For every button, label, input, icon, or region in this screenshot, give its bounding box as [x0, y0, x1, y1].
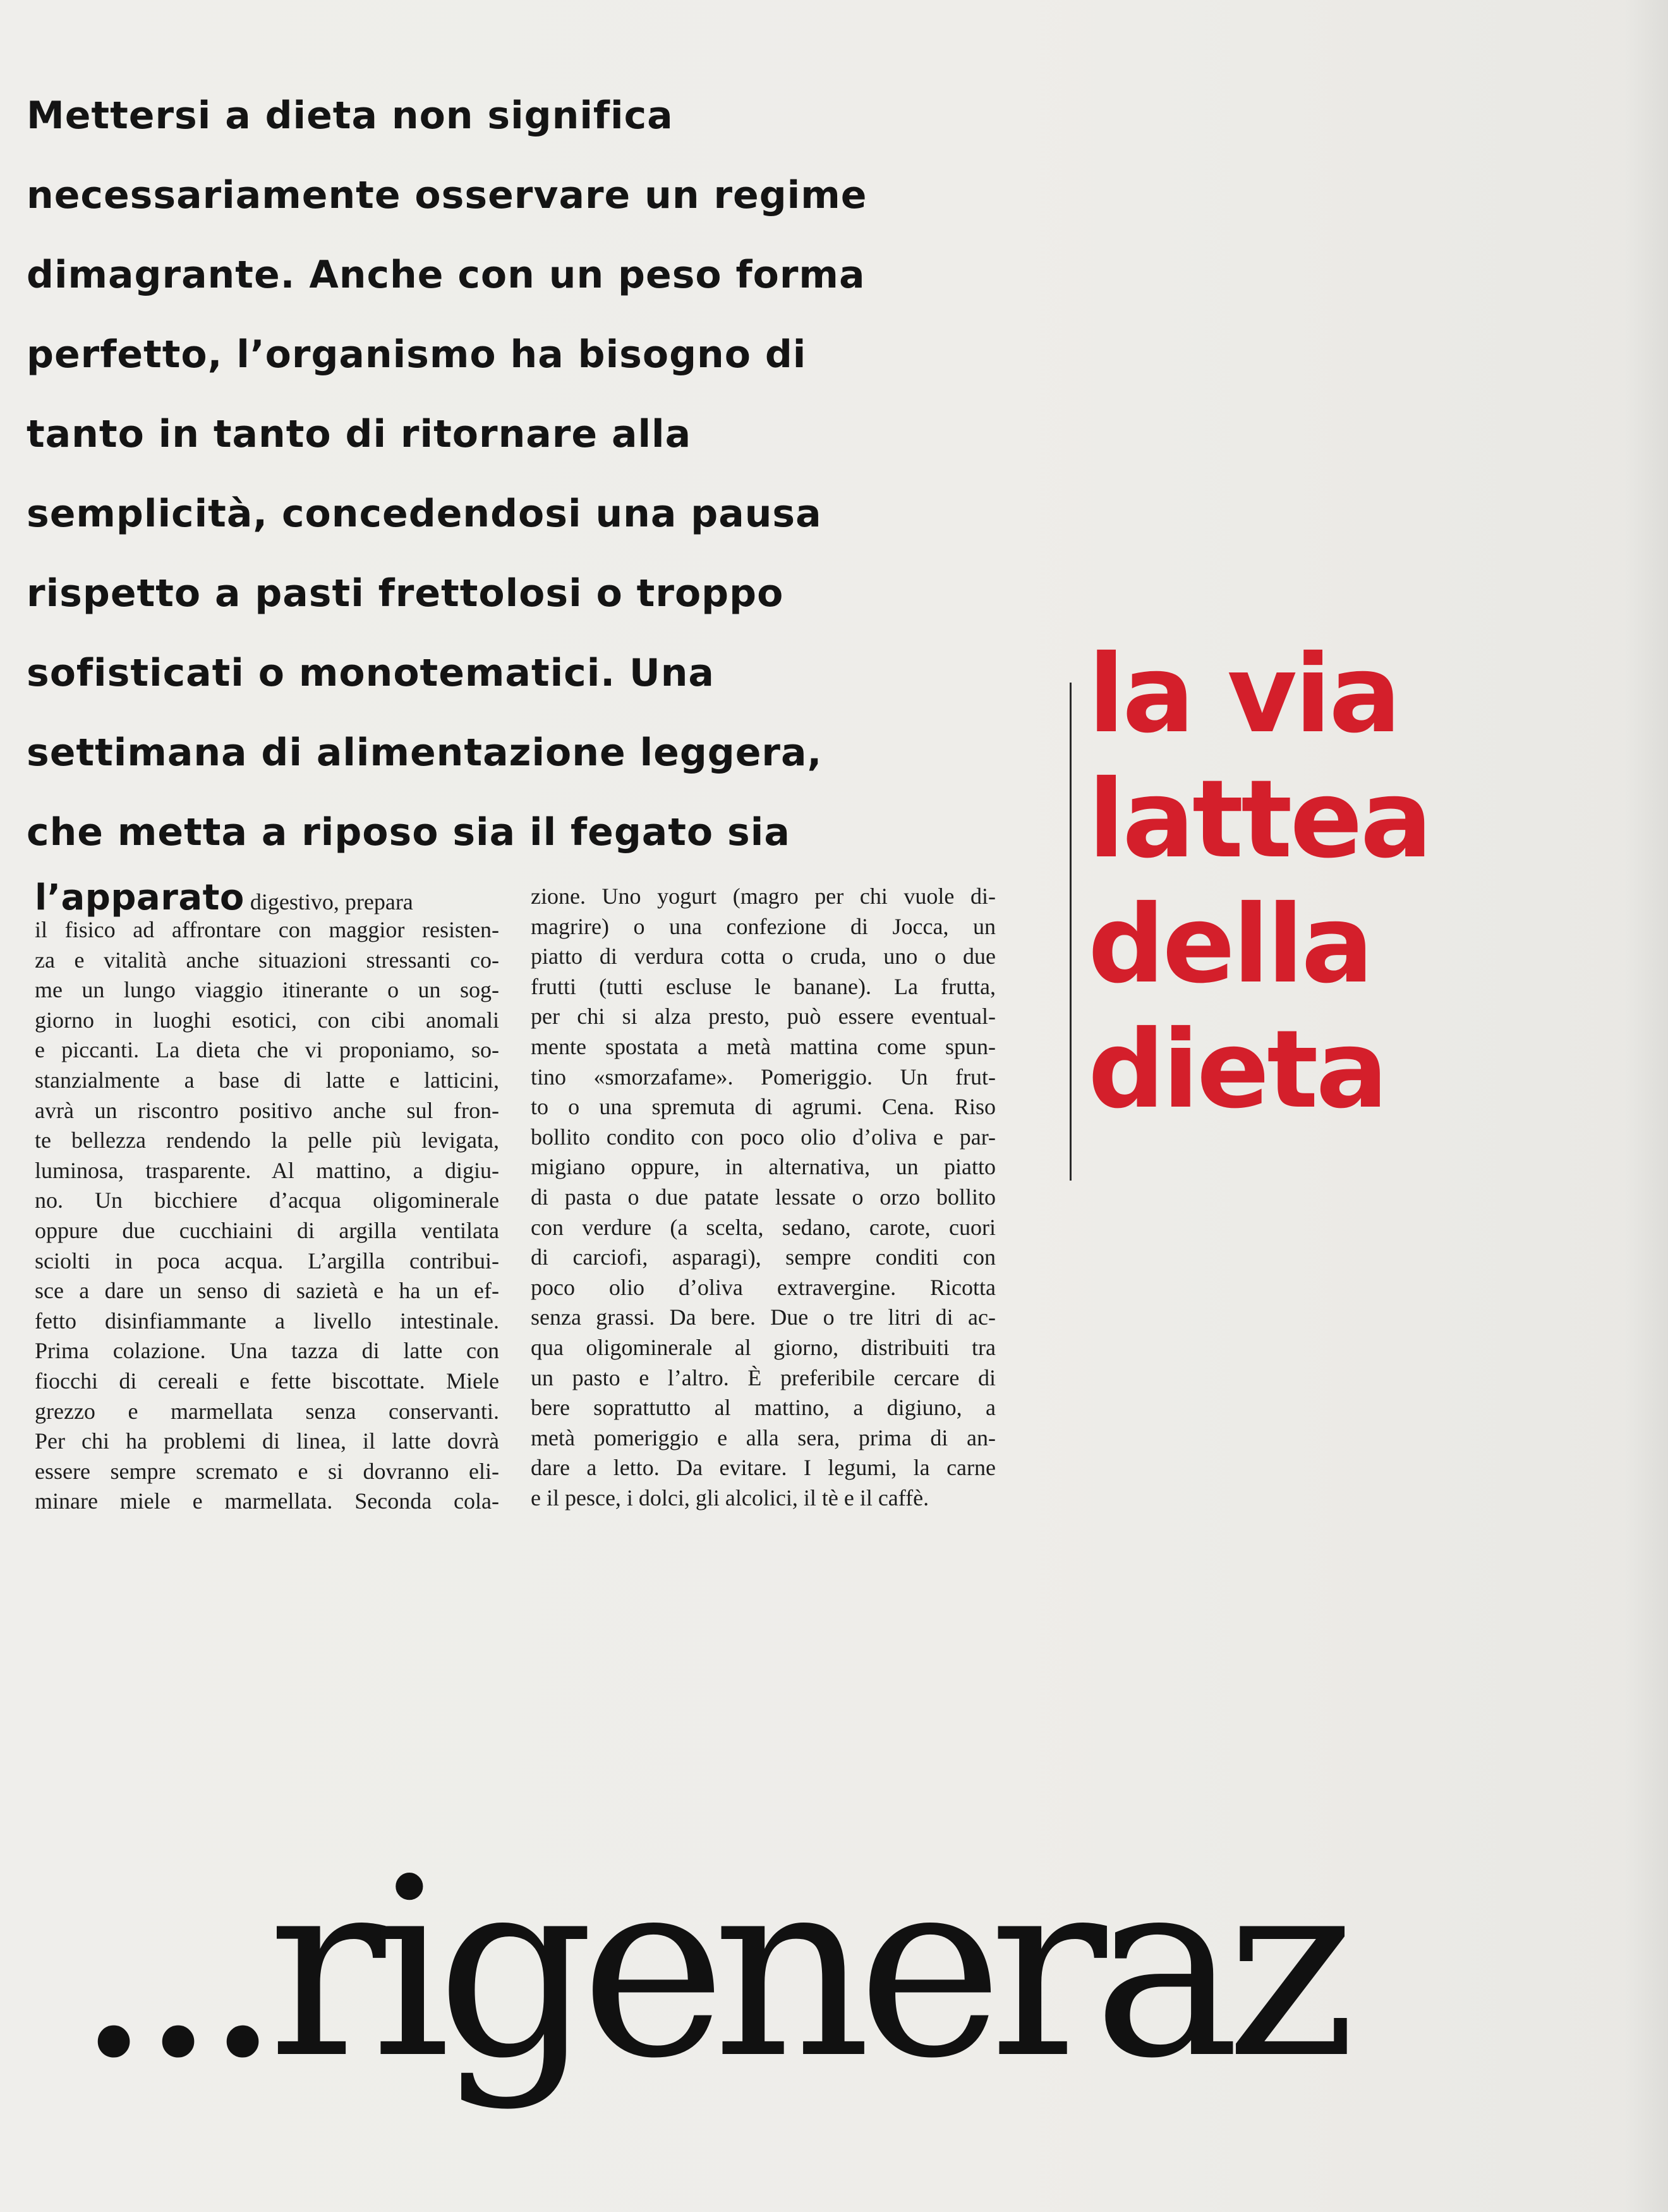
lead-line: che metta a riposo sia il fegato sia	[27, 810, 790, 854]
body-column-right	[531, 882, 996, 1513]
title-vertical-rule	[1070, 683, 1072, 1181]
body-line: no. Un bicchiere d’acqua oligominerale	[35, 1188, 499, 1213]
body-line: to o una spremuta di agrumi. Cena. Riso	[531, 1094, 996, 1120]
body-line: e il pesce, i dolci, gli alcolici, il tè e il caffè.	[531, 1485, 929, 1510]
body-line: za e vitalità anche situazioni stressanti co-	[35, 947, 499, 973]
body-line: luminosa, trasparente. Al mattino, a digiu-	[35, 1157, 499, 1183]
body-line: magrire) o una confezione di Jocca, un	[531, 913, 996, 939]
body-line: migiano oppure, in alternativa, un piatto	[531, 1154, 996, 1180]
lead-line: sofisticati o monotematici. Una	[27, 651, 715, 695]
title-line: lattea	[1088, 757, 1430, 882]
lead-line: Mettersi a dieta non significa	[27, 94, 674, 138]
body-line: dare a letto. Da evitare. I legumi, la carne	[531, 1455, 996, 1481]
lead-line: necessariamente osservare un regime	[27, 173, 867, 217]
body-line: mente spostata a metà mattina come spun-	[531, 1033, 996, 1059]
body-line: frutti (tutti escluse le banane). La frutta,	[531, 973, 996, 999]
lead-line: tanto in tanto di ritornare alla	[27, 412, 692, 456]
lead-line: semplicità, concedendosi una pausa	[27, 492, 822, 536]
lead-line: rispetto a pasti frettolosi o troppo	[27, 571, 784, 616]
body-line: bere soprattutto al mattino, a digiuno, a	[531, 1395, 996, 1421]
body-line: qua oligominerale al giorno, distribuiti tra	[531, 1334, 996, 1360]
body-line: avrà un riscontro positivo anche sul fron-	[35, 1097, 499, 1123]
body-line: oppure due cucchiaini di argilla ventilata	[35, 1217, 499, 1243]
title-line: la via	[1088, 632, 1399, 757]
body-line: tino «smorzafame». Pomeriggio. Un frut-	[531, 1064, 996, 1090]
body-line: di pasta o due patate lessate o orzo bollito	[531, 1184, 996, 1210]
body-line: Prima colazione. Una tazza di latte con	[35, 1338, 499, 1364]
body-line: sce a dare un senso di sazietà e ha un ef-	[35, 1278, 499, 1304]
body-line: con verdure (a scelta, sedano, carote, cuori	[531, 1214, 996, 1240]
title-line: della	[1088, 882, 1372, 1007]
lead-paragraph	[27, 76, 993, 872]
body-line: te bellezza rendendo la pelle più levigata,	[35, 1127, 499, 1153]
body-line: e piccanti. La dieta che vi proponiamo, so-	[35, 1037, 499, 1063]
body-line: senza grassi. Da bere. Due o tre litri di ac-	[531, 1304, 996, 1330]
title-line: dieta	[1088, 1007, 1386, 1133]
body-line: un pasto e l’altro. È preferibile cercare di	[531, 1364, 996, 1390]
body-line: fiocchi di cereali e fette biscottate. Miele	[35, 1368, 499, 1394]
body-line: metà pomeriggio e alla sera, prima di an-	[531, 1425, 996, 1450]
run-in-word: l’apparato	[35, 877, 245, 918]
body-line: di carciofi, asparagi), sempre conditi con	[531, 1244, 996, 1270]
body-line: essere sempre scremato e si dovranno eli-	[35, 1458, 499, 1484]
body-line: bollito condito con poco olio d’oliva e par-	[531, 1124, 996, 1150]
body-line: il fisico ad affrontare con maggior resisten-	[35, 917, 499, 942]
headline-word-rigenerazione: ...rigeneraz	[75, 1825, 1342, 2112]
article-title	[1088, 632, 1430, 1133]
body-line: piatto di verdura cotta o cruda, uno o due	[531, 944, 996, 969]
body-line: giorno in luoghi esotici, con cibi anomali	[35, 1007, 499, 1033]
lead-line: perfetto, l’organismo ha bisogno di	[27, 332, 807, 377]
body-line: minare miele e marmellata. Seconda cola-	[35, 1488, 499, 1514]
body-line: per chi si alza presto, può essere eventual-	[531, 1004, 996, 1030]
lead-line: dimagrante. Anche con un peso forma	[27, 253, 866, 297]
page-edge-shadow	[1624, 0, 1668, 2212]
body-line: stanzialmente a base di latte e latticini,	[35, 1067, 499, 1093]
run-in-continuation: digestivo, prepara	[244, 889, 413, 915]
body-line: grezzo e marmellata senza conservanti.	[35, 1398, 499, 1424]
body-line: me un lungo viaggio itinerante o un sog-	[35, 977, 499, 1003]
body-line: poco olio d’oliva extravergine. Ricotta	[531, 1274, 996, 1300]
body-line: sciolti in poca acqua. L’argilla contribui-	[35, 1248, 499, 1273]
run-in-line	[35, 877, 499, 918]
lead-line: settimana di alimentazione leggera,	[27, 731, 823, 775]
body-column-left	[35, 877, 499, 1517]
body-line: Per chi ha problemi di linea, il latte dovrà	[35, 1428, 499, 1454]
body-line: fetto disinfiammante a livello intestinale.	[35, 1308, 499, 1334]
body-line: zione. Uno yogurt (magro per chi vuole di-	[531, 884, 996, 909]
